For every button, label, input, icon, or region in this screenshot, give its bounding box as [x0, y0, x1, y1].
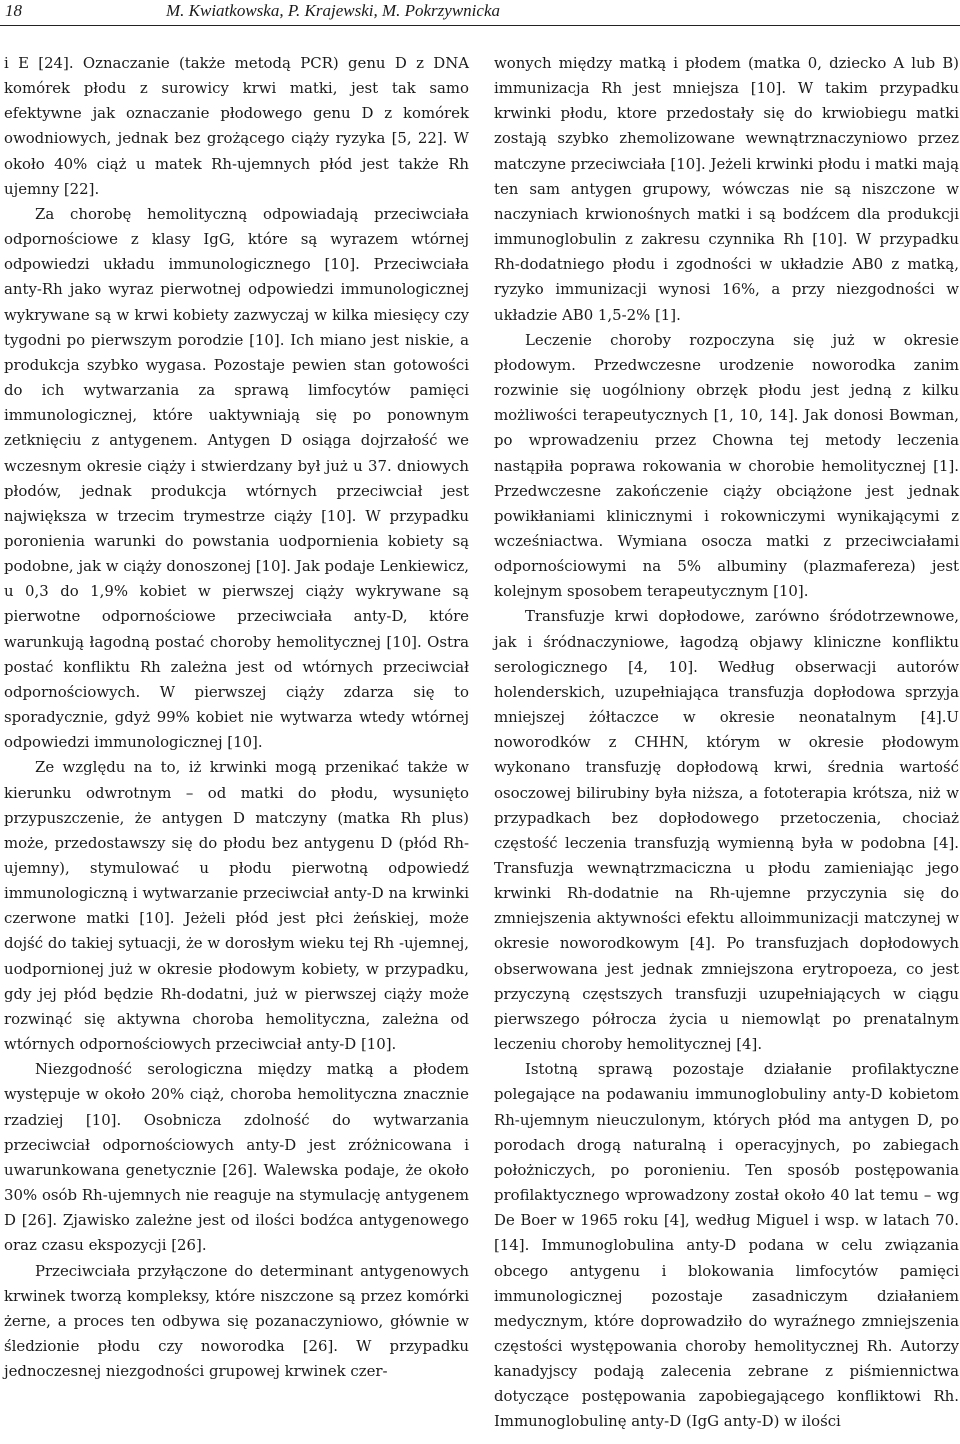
- paragraph: Istotną sprawą pozostaje działanie profilaktyczne polegające na podawaniu immunoglobuliny anty-D kobietom Rh-ujemnym nieuczulonym, których płód ma antygen D, po porodach drogą naturalną i operacyjnych, po zabiegach położniczych, po poronieniu. Ten sposób postępowania profilaktycznego wprowadzony został około 40 lat temu – wg De Boer w 1965 roku [4], według Miguel i wsp. w latach 70. [14]. Immunoglobulina anty-D podana w celu związania obcego antygenu i blokowania limfocytów pamięci immunologicznej pozostaje zasadniczym działaniem medycznym, które doprowadziło do wyraźnego zmniejszenia częstości występowania choroby hemolitycznej Rh. Autorzy kanadyjscy podają zalecenia zebrane z piśmiennictwa dotyczące postępowania zapobiegającego konfliktowi Rh. Immunoglobulinę anty-D (IgG anty-D) w ilości: [494, 1060, 959, 1431]
- paragraph: i E [24]. Oznaczanie (także metodą PCR) genu D z DNA komórek płodu z surowicy krwi matki, jest tak samo efektywne jak oznaczanie płodowego genu D z komórek owodniowych, jednak bez grożącego ciąży ryzyka [5, 22]. W około 40% ciąż u matek Rh-ujemnych płód jest także Rh ujemny [22].: [4, 54, 469, 198]
- paragraph: Transfuzje krwi dopłodowe, zarówno śródotrzewnowe, jak i śródnaczyniowe, łagodzą objawy kliniczne konfliktu serologicznego [4, 10]. Według obserwacji autorów holenderskich, uzupełniająca transfuzja dopłodowa sprzyja mniejszej żółtaczce w okresie neonatalnym [4].U noworodków z CHHN, którym w okresie płodowym wykonano transfuzję dopłodową krwi, średnia wartość osoczowej bilirubiny była niższa, a fototerapia krótsza, niż w przypadkach bez dopłodowego przetoczenia, chociaż częstość leczenia transfuzją wymienną była w podobna [4]. Transfuzja wewnątrzmaciczna u płodu zamieniając jego krwinki Rh-dodatnie na Rh-ujemne przyczynia się do zmniejszenia aktywności efektu alloimmunizacji matczynej w okresie noworodkowym [4]. Po transfuzjach dopłodowych obserwowana jest jednak zmniejszona erytropoeza, co jest przyczyną częstszych transfuzji uzupełniających w ciągu pierwszego półrocza życia u niemowląt po prenatalnym leczeniu choroby hemolitycznej [4].: [494, 607, 959, 1054]
- running-head: M. Kwiatkowska, P. Krajewski, M. Pokrzywnicka: [166, 1, 500, 20]
- page-number: 18: [5, 1, 22, 20]
- paragraph: Leczenie choroby rozpoczyna się już w okresie płodowym. Przedwczesne urodzenie noworodka zanim rozwinie się uogólniony obrzęk płodu jest jedną z kilku możliwości terapeutycznych [1, 10, 14]. Jak donosi Bowman, po wprowadzeniu przez Chowna tej metody leczenia nastąpiła poprawa rokowania w chorobie hemolitycznej [1]. Przedwczesne zakończenie ciąży obciążone jest jednak powikłaniami klinicznymi i rokowniczymi wynikającymi z wcześniactwa. Wymiana osocza matki z przeciwciałami odpornościowymi na 5% albuminy (plazmafereza) jest kolejnym sposobem terapeutycznym [10].: [494, 330, 959, 601]
- paragraph: wonych między matką i płodem (matka 0, dziecko A lub B) immunizacja Rh jest mniejsza [10]. W takim przypadku krwinki płodu, ktore przedostały się do krwiobiegu matki zostają szybko zhemolizowane wewnątrznaczyniowo przez matczyne przeciwciała [10]. Jeżeli krwinki płodu i matki mają ten sam antygen grupowy, wówczas nie są niszczone w naczyniach krwionośnych matki i są bodźcem dla produkcji immunoglobulin z zakresu czynnika Rh [10]. W przypadku Rh-dodatniego płodu i zgodności w układzie AB0 z matką, ryzyko immunizacji wynosi 16%, a przy niezgodności w układzie AB0 1,5-2% [1].: [494, 54, 959, 324]
- paragraph: Niezgodność serologiczna między matką a płodem występuje w około 20% ciąż, choroba hemolityczna znacznie rzadziej [10]. Osobnicza zdolność do wytwarzania przeciwciał odpornościowych anty-D jest zróżnicowana i uwarunkowana genetycznie [26]. Walewska podaje, że około 30% osób Rh-ujemnych nie reaguje na stymulację antygenem D [26]. Zjawisko zależne jest od ilości bodźca antygenowego oraz czasu ekspozycji [26].: [4, 1060, 469, 1255]
- paragraph: Za chorobę hemolityczną odpowiadają przeciwciała odpornościowe z klasy IgG, które są wyrazem wtórnej odpowiedzi układu immunologicznego [10]. Przeciwciała anty-Rh jako wyraz pierwotnej odpowiedzi immunologicznej wykrywane są w krwi kobiety zazwyczaj w kilka miesięcy czy tygodni po pierwszym porodzie [10]. Ich miano jest niskie, a produkcja szybko wygasa. Pozostaje pewien stan gotowości do ich wytwarzania za sprawą limfocytów pamięci immunologicznej, które uaktywniają się po ponownym zetknięciu z antygenem. Antygen D osiąga dojrzałość we wczesnym okresie ciąży i stwierdzany był już u 37. dniowych płodów, jednak produkcja wtórnych przeciwciał jest największa w trzecim trymestrze ciąży [10]. W przypadku poronienia warunki do powstania uodpornienia kobiety są podobne, jak w ciąży donoszonej [10]. Jak podaje Lenkiewicz, u 0,3 do 1,9% kobiet w pierwszej ciąży wykrywane są pierwotne odpornościowe przeciwciała anty-D, które warunkują łagodną postać choroby hemolitycznej [10]. Ostra postać konfliktu Rh zależna jest od wtórnych przeciwciał odpornościowych. W pierwszej ciąży zdarza się to sporadycznie, gdyż 99% kobiet nie wytwarza wtedy wtórnej odpowiedzi immunologicznej [10].: [4, 204, 469, 752]
- page-header: [0, 0, 960, 27]
- left-column: [4, 51, 469, 1384]
- paragraph: Przeciwciała przyłączone do determinant antygenowych krwinek tworzą kompleksy, które niszczone są przez komórki żerne, a proces ten odbywa się pozanaczyniowo, głównie w śledzionie płodu czy noworodka [26]. W przypadku jednoczesnej niezgodności grupowej krwinek czer-: [4, 1261, 469, 1381]
- right-column: [494, 51, 959, 1435]
- header-rule: [0, 25, 960, 26]
- paragraph: Ze względu na to, iż krwinki mogą przenikać także w kierunku odwrotnym – od matki do płodu, wysunięto przypuszczenie, że antygen D matczyny (matka Rh plus) może, przedostawszy się do płodu bez antygenu D (płód Rh-ujemny), stymulować u płodu pierwotną odpowiedź immunologiczną i wytwarzanie przeciwciał anty-D na krwinki czerwone matki [10]. Jeżeli płód jest płci żeńskiej, może dojść do takiej sytuacji, że w dorosłym wieku tej Rh -ujemnej, uodpornionej już w okresie płodowym kobiety, w przypadku, gdy jej płód będzie Rh-dodatni, już w pierwszej ciąży może rozwinąć się aktywna choroba hemolityczna, zależna od wtórnych odpornościowych przeciwciał anty-D [10].: [4, 758, 469, 1054]
